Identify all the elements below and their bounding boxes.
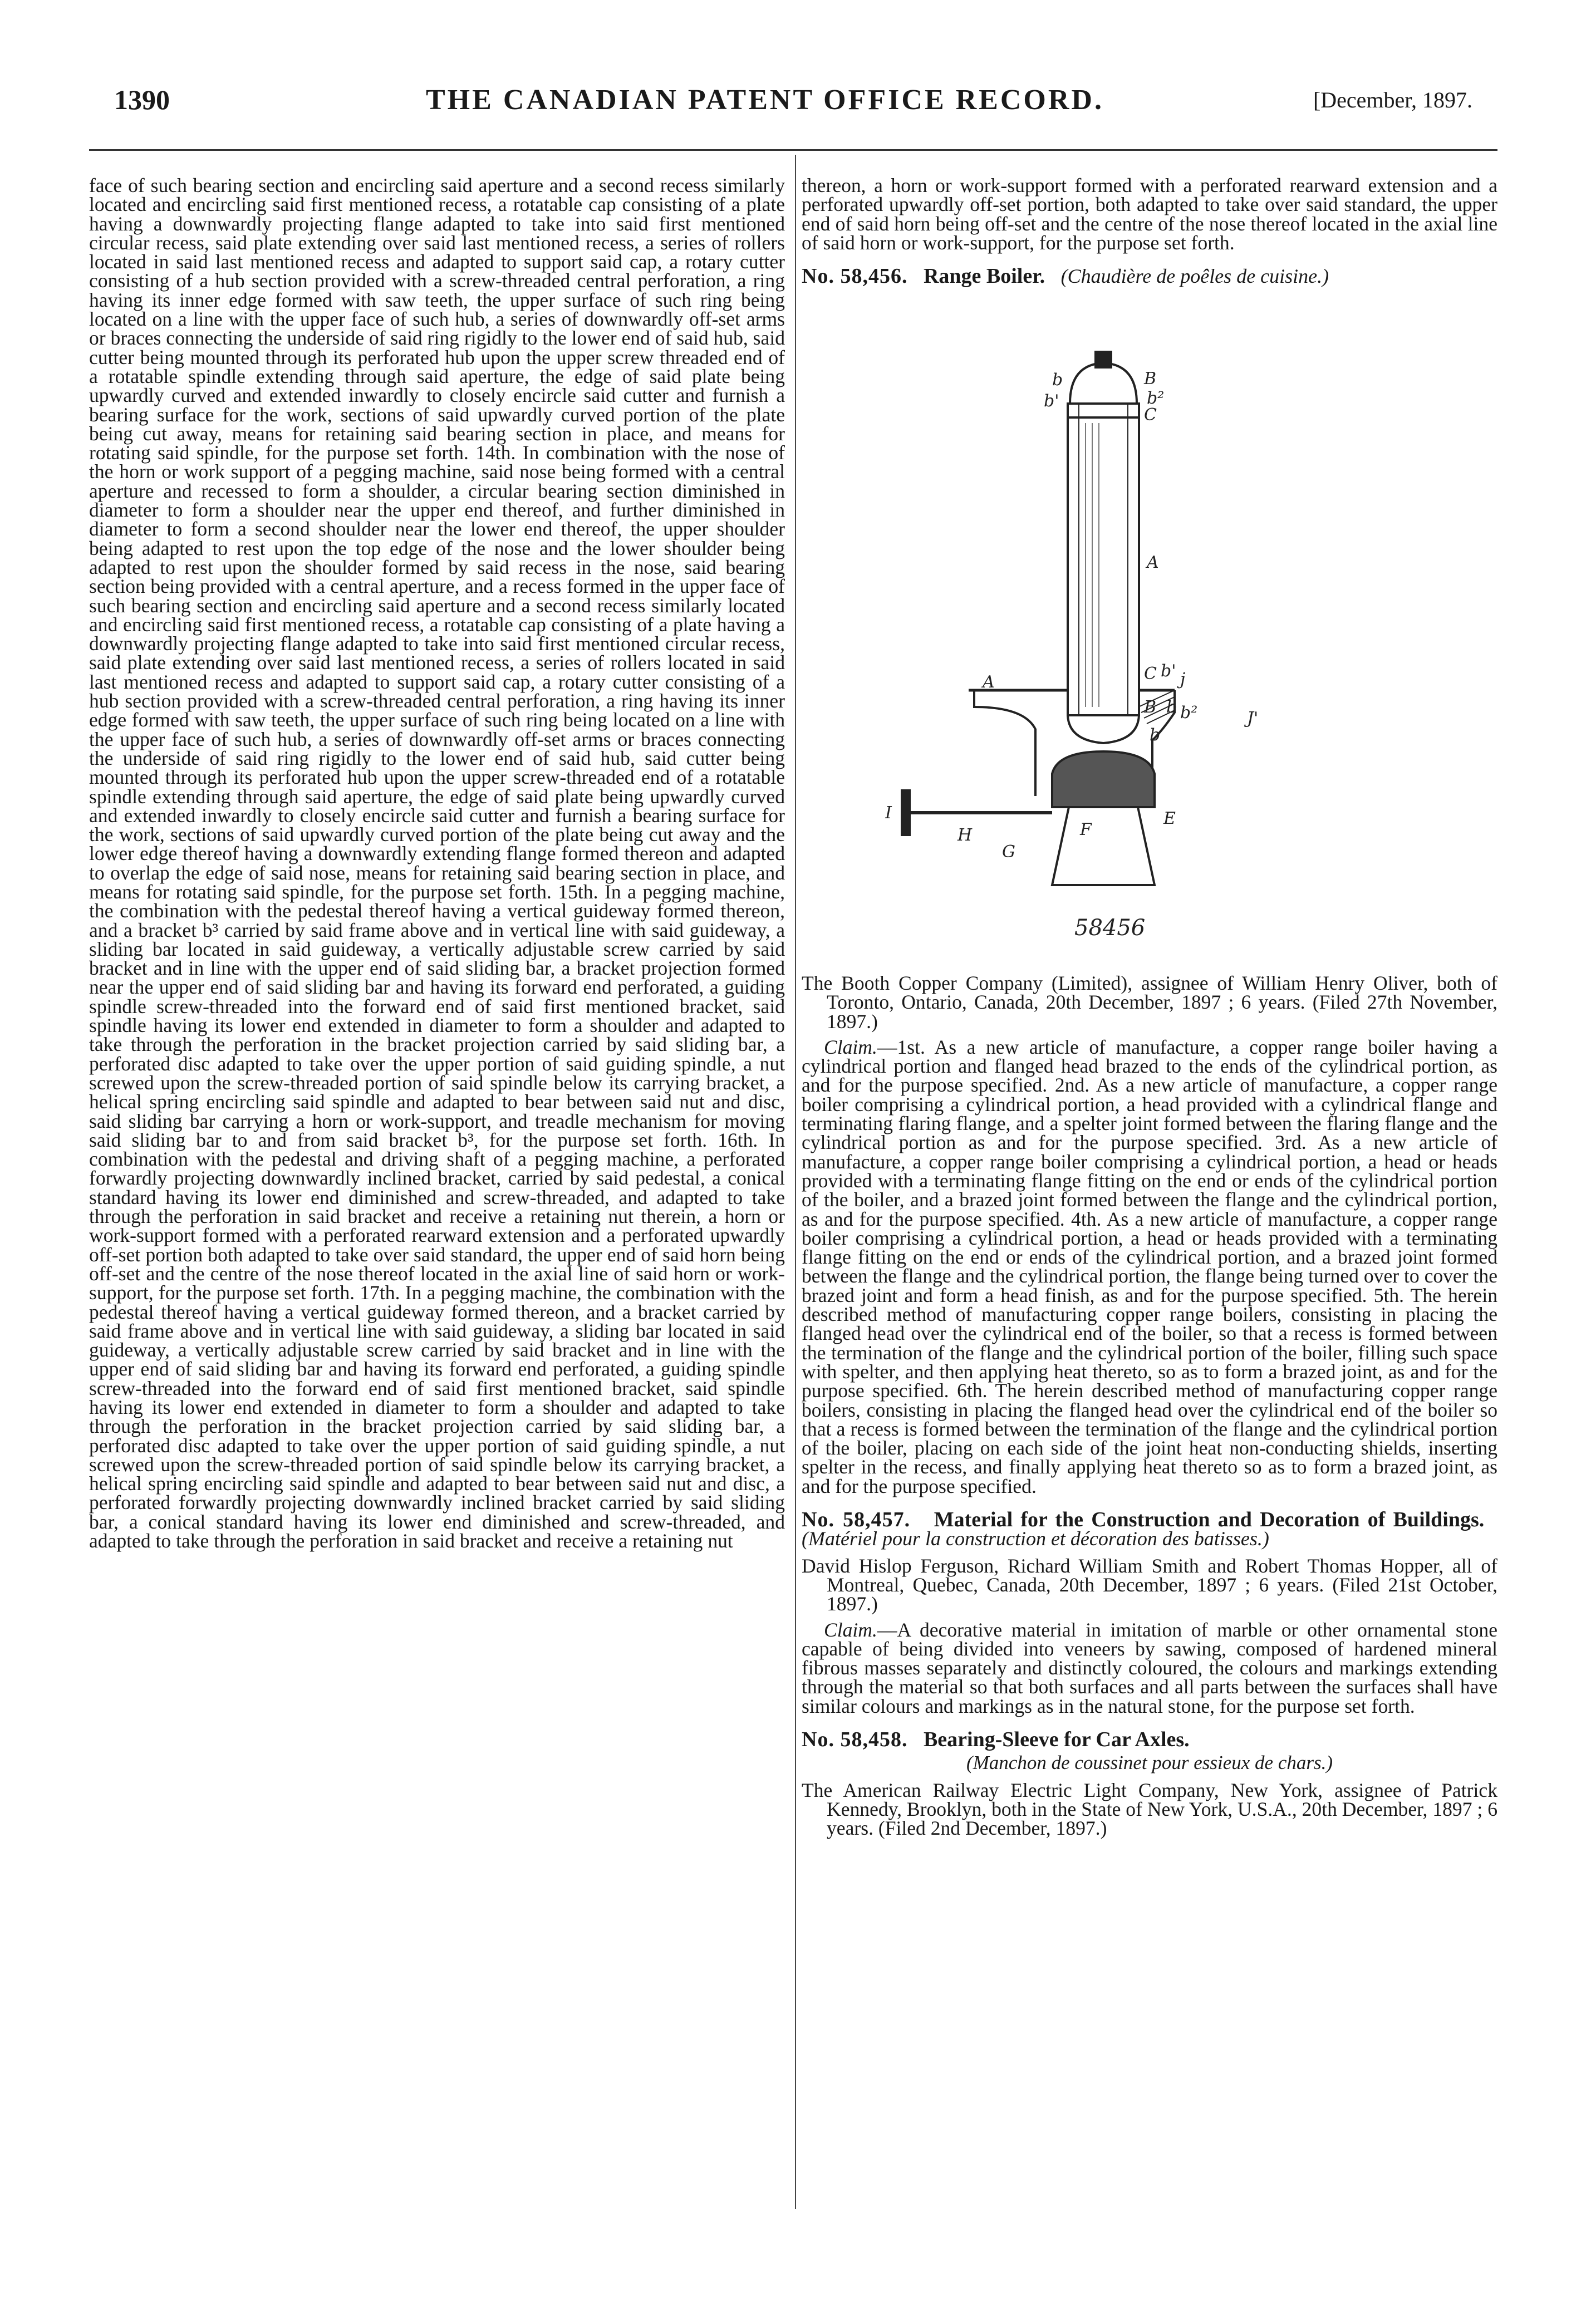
label-b-valve: b	[1150, 725, 1161, 745]
patent-title: Material for the Construction and Decoration of Buildings.	[934, 1508, 1485, 1532]
valve-housing	[1052, 751, 1155, 807]
label-C-lower: C	[1144, 664, 1157, 684]
continuation-text: thereon, a horn or work-support formed with a perforated rearward extension and a perforated upwardly off-set portion, both adapted to take over said standard, the upper end of said horn being off-set and the centre of the nose thereof located in the axial line of said horn or work-support, for the purpose set forth.	[802, 174, 1497, 254]
right-column-top	[802, 176, 1497, 286]
entry-heading-58457	[802, 1510, 1497, 1549]
entry-owner-58456: The Booth Copper Company (Limited), assignee of William Henry Oliver, both of Toronto, Ontario, Canada, 20th December, 1897 ; 6 years. (Filed 27th November, 1897.)	[802, 972, 1497, 1033]
top-nozzle	[1096, 351, 1111, 367]
patent-title-french: (Chaudière de poêles de cuisine.)	[1060, 265, 1329, 288]
label-A-lower: A	[983, 672, 995, 692]
claim-text: —1st. As a new article of manufacture, a copper range boiler having a cylindrical portion and flanged head brazed to the ends of the cylindrical portion, as and for the purpose specified. 2nd. As a new article of manufacture, a copper range boiler comprising a cylindrical portion, a head provided with a cylindrical flange and terminating flaring flange, and a spelter joint formed between the flaring flange and the cylindrical portion as and for the purpose specified. 3rd. As a new article of manufacture, a copper range boiler comprising a cylindrical portion, a head or heads provided with a terminating flange fitting on the end or ends of the cylindrical portion of the boiler, and a brazed joint formed between the flange and the cylindrical portion, as and for the purpose specified. 4th. As a new article of manufacture, a copper range boiler comprising a cylindrical portion, a head or heads provided with a terminating flange fitting on the end or ends of the cylindrical portion, and a brazed joint formed between the flange and the cylindrical portion, the flange being turned over to cover the brazed joint and form a head finish, as and for the purpose specified. 5th. The herein described method of manufacturing copper range boilers, consisting in placing the flanged head over the cylindrical end of the boiler, so that a recess is formed between the termination of the flange and the cylindrical portion of the boiler, filling such space with spelter, and then applying heat thereto, so as to form a brazed joint, as and for the purpose specified. 6th. The herein described method of manufacturing copper range boilers, consisting in placing the flanged head over the cylindrical end of the boiler so that a recess is formed between the termination of the flange and the cylindrical portion of the boiler, placing on each side of the joint heat non-conducting shields, inserting spelter in the recess, and finally applying heat thereto so as to form a brazed joint, as and for the purpose specified.	[802, 1035, 1497, 1497]
label-H: H	[957, 826, 973, 845]
label-G: G	[1002, 842, 1015, 862]
issue-date: [December, 1897.	[1313, 87, 1472, 112]
entry-heading-58456	[802, 264, 1497, 288]
patent-number: No. 58,458.	[802, 1727, 908, 1751]
label-b2: b²	[1147, 389, 1165, 408]
patent-title-french: (Matériel pour la construction et décoration des batisses.)	[802, 1527, 1269, 1550]
patent-title-french: (Manchon de coussinet pour essieux de chars.)	[966, 1752, 1333, 1774]
right-column-entries	[802, 966, 1497, 1840]
range-boiler-figure	[885, 351, 1459, 952]
page-number: 1390	[114, 84, 170, 115]
label-C: C	[1144, 405, 1157, 425]
label-I: I	[885, 803, 892, 823]
label-E: E	[1163, 809, 1176, 828]
left-column	[89, 176, 785, 2180]
label-j: j	[1180, 670, 1186, 689]
journal-title: THE CANADIAN PATENT OFFICE RECORD.	[426, 84, 1104, 116]
patent-title: Bearing-Sleeve for Car Axles.	[923, 1727, 1190, 1751]
header-rule	[89, 149, 1497, 151]
label-J-prime: J'	[1247, 709, 1259, 728]
label-A: A	[1147, 553, 1159, 572]
entry-claim-58457	[802, 1620, 1497, 1716]
label-b-prime: b'	[1044, 391, 1059, 411]
firebox-left	[974, 690, 1035, 796]
label-B: B	[1144, 369, 1157, 389]
handle-grip	[902, 790, 910, 835]
label-b-prime-lower: b'	[1161, 661, 1176, 681]
claim-label: Claim.	[824, 1618, 877, 1641]
entry-owner-58458: The American Railway Electric Light Company, New York, assignee of Patrick Kennedy, Brooklyn, both in the State of New York, U.S.A., 20th December, 1897 ; 6 years. (Filed 2nd December, 1897.)	[802, 1778, 1497, 1840]
pedestal	[1052, 807, 1155, 885]
range-boiler-drawing	[885, 351, 1459, 952]
patent-title: Range Boiler.	[923, 264, 1045, 288]
figure-caption: 58456	[1074, 915, 1146, 941]
claim-label: Claim.	[824, 1035, 877, 1058]
patent-number: No. 58,456.	[802, 264, 908, 288]
label-B-lower: B	[1144, 697, 1157, 717]
column-divider	[795, 155, 796, 2209]
entry-owner-58457: David Hislop Ferguson, Richard William Smith and Robert Thomas Hopper, all of Montreal, Quebec, Canada, 20th December, 1897 ; 6 years. (Filed 21st October, 1897.)	[802, 1554, 1497, 1615]
label-b2-lower: b²	[1180, 703, 1198, 723]
label-b: b	[1052, 370, 1063, 390]
entry-claim-58456	[802, 1035, 1497, 1497]
label-b-lower: b	[1166, 697, 1177, 717]
figure-labels	[885, 369, 1258, 941]
boiler-lower-head	[1068, 715, 1139, 743]
claim-text: —A decorative material in imitation of marble or other ornamental stone capable of being divided into veneers by sawing, composed of hardened mineral fibrous masses separately and distinctly coloured, the colours and markings extending through the material so that both surfaces and all parts between the surfaces shall have similar colours and markings as in the natural stone, for the purpose set forth.	[802, 1618, 1497, 1717]
label-F: F	[1080, 820, 1092, 839]
left-column-text: face of such bearing section and encircling said aperture and a second recess similarly located and encircling said first mentioned recess, a rotatable cap consisting of a plate having a downwardly projecting flange adapted to take into said first mentioned circular recess, said plate extending over said last mentioned recess, a series of rollers located in said last mentioned recess and adapted to support said cap, a rotary cutter consisting of a hub section provided with a screw-threaded central perforation, a ring having its inner edge formed with saw teeth, the upper surface of such ring being located on a line with the upper face of such hub, a series of downwardly off-set arms or braces connecting the underside of said ring rigidly to the lower end of said hub, said cutter being mounted through its perforated hub upon the upper screw threaded end of a rotatable spindle extending through said aperture, the edge of said plate being upwardly curved and extended inwardly to closely encircle said cutter and furnish a bearing surface for the work, sections of said upwardly curved portion of the plate being cut away, means for retaining said bearing section in place, and means for rotating said spindle, for the purpose set forth. 14th. In combination with the nose of the horn or work support of a pegging machine, said nose being formed with a central aperture and recessed to form a shoulder, a circular bearing section diminished in diameter to form a shoulder near the upper end thereof, and further diminished in diameter to form a second shoulder near the lower end thereof, the upper shoulder being adapted to rest upon the top edge of the nose and the lower shoulder being adapted to rest upon the shoulder formed by said recess in the nose, said bearing section being provided with a central aperture, and a recess formed in the upper face of such bearing section and encircling said aperture and a second recess similarly located and encircling said first mentioned recess, a rotatable cap consisting of a plate having a downwardly projecting flange adapted to take into said first mentioned circular recess, said plate extending over said last mentioned recess, a series of rollers located in said last mentioned recess and adapted to support said cap, a rotary cutter consisting of a hub section provided with a screw-threaded central perforation, a ring having its inner edge formed with saw teeth, the upper surface of such ring being located on a line with the upper face of such hub, a series of downwardly off-set arms or braces connecting the underside of said ring rigidly to the lower end of said hub, said cutter being mounted through its perforated hub upon the upper screw-threaded end of a rotatable spindle extending through said aperture, the edge of said plate being upwardly curved and extended inwardly to closely encircle said cutter and furnish a bearing surface for the work, sections of said upwardly curved portion of the plate being cut away and the lower edge thereof having a downwardly extending flange formed thereon and adapted to overlap the edge of said nose, means for retaining said bearing section in place, and means for rotating said spindle, for the purpose set forth. 15th. In a pegging machine, the combination with the pedestal thereof having a vertical guideway formed thereon, and a bracket b³ carried by said frame above and in vertical line with said guideway, a sliding bar located in said guideway, a vertically adjustable screw carried by said bracket and in line with the upper end of said sliding bar, a bracket projection formed near the upper end of said sliding bar and having its forward end perforated, a guiding spindle screw-threaded into the forward end of said first mentioned bracket, said spindle having its lower end extended in diameter to form a shoulder and adapted to take through the perforation in the bracket projection carried by said sliding bar, a perforated disc adapted to take over the upper portion of said guiding spindle, a nut screwed upon the screw-threaded portion of said spindle below its carrying bracket, a helical spring encircling said spindle and adapted to bear between said nut and disc, said sliding bar carrying a horn or work-support, and treadle mechanism for moving said sliding bar to and from said bracket b³, for the purpose set forth. 16th. In combination with the pedestal and driving shaft of a pegging machine, a perforated forwardly projecting downwardly inclined bracket, carried by said pedestal, a conical standard having its lower end diminished and screw-threaded, and adapted to take through the perforation in said bracket and receive a retaining nut therein, a horn or work-support formed with a perforated rearward extension and a perforated upwardly off-set portion both adapted to take over said standard, the upper end of said horn being off-set and the centre of the nose thereof located in the axial line of said horn or work-support, for the purpose set forth. 17th. In a pegging machine, the combination with the pedestal thereof having a vertical guideway formed thereon, and a bracket carried by said frame above and in vertical line with said guideway, a sliding bar located in said guideway, a vertically adjustable screw carried by said bracket and in line with the upper end of said sliding bar and having its forward end perforated, a guiding spindle screw-threaded into the forward end of said first mentioned bracket, said spindle having its lower end extended in diameter to form a shoulder and adapted to take through the perforation in the bracket projection carried by said sliding bar, a perforated disc adapted to take over the upper portion of said guiding spindle, a nut screwed upon the screw-threaded portion of said spindle below its carrying bracket, a helical spring encircling said spindle and adapted to bear between said nut and disc, a perforated forwardly projecting downwardly inclined bracket carried by said sliding bar, a conical standard having its lower end diminished and screw-threaded, and adapted to take through the perforation in said bracket and receive a retaining nut	[89, 176, 785, 1552]
patent-number: No. 58,457.	[802, 1508, 911, 1532]
boiler-dome	[1070, 363, 1137, 404]
entry-heading-58458	[802, 1727, 1497, 1751]
page-header	[114, 83, 1472, 128]
